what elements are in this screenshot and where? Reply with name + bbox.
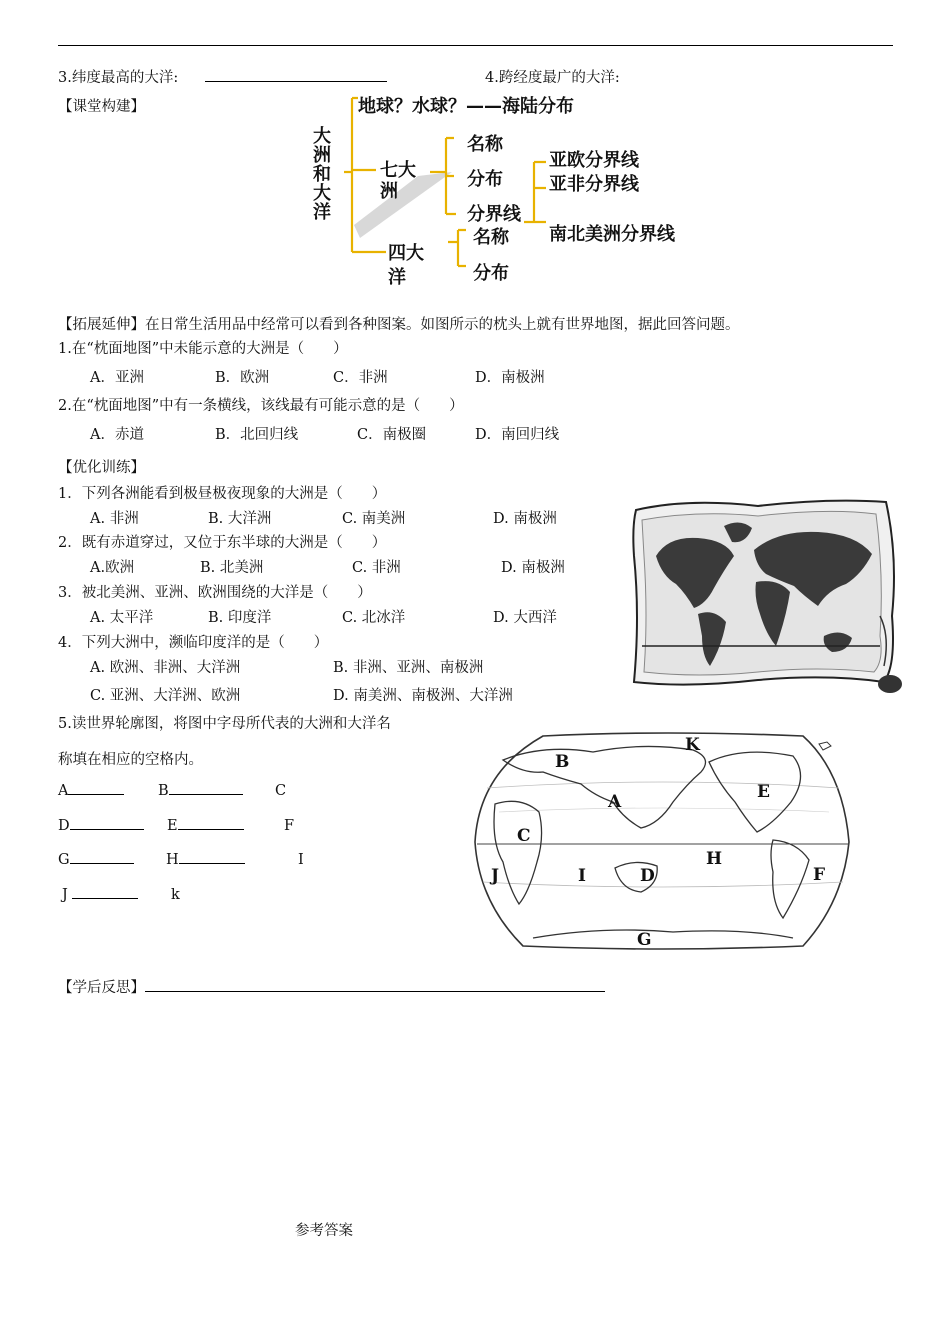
section-header-ketang: 【课堂构建】: [58, 99, 145, 115]
tuozhan-q2-opt-c[interactable]: C．南极圈: [357, 427, 427, 443]
blank-c: C: [275, 783, 287, 799]
question-3: 3.纬度最高的大洋:: [58, 66, 387, 87]
map-label-k: K: [685, 735, 700, 755]
tree-seven-boundary: 分界线: [467, 204, 521, 225]
question-4: 4.跨经度最广的大洋:: [485, 70, 620, 86]
youhua-q1-opt-a[interactable]: A. 非洲: [90, 511, 139, 527]
blank-g: G: [58, 852, 134, 868]
tuozhan-intro: 在日常生活用品中经常可以看到各种图案。如图所示的枕头上就有世界地图，据此回答问题。: [145, 317, 740, 333]
blank-b-field[interactable]: [169, 794, 243, 795]
tuozhan-q1-opt-b[interactable]: B．欧洲: [215, 370, 270, 386]
tree-boundary-eurasia: 亚欧分界线: [549, 150, 639, 171]
tuozhan-q2-opt-d[interactable]: D．南回归线: [475, 427, 560, 443]
blank-d-field[interactable]: [70, 829, 144, 830]
youhua-q4: 4．下列大洲中，濒临印度洋的是（ ）: [58, 635, 329, 651]
top-rule: [58, 45, 893, 46]
section-header-tuozhan: 【拓展延伸】: [58, 317, 145, 333]
youhua-q3-opt-c[interactable]: C. 北冰洋: [342, 610, 406, 626]
map-label-g: G: [637, 930, 652, 950]
blank-d: D: [58, 818, 144, 834]
blank-a: A: [58, 783, 124, 799]
tree-four-name: 名称: [473, 227, 509, 248]
answer-title: 参考答案: [295, 1223, 353, 1239]
tuozhan-q1-opt-c[interactable]: C．非洲: [333, 370, 388, 386]
youhua-q4-opt-d[interactable]: D. 南美洲、南极洲、大洋洲: [333, 688, 513, 704]
blank-a-field[interactable]: [68, 794, 124, 795]
blank-j: J: [62, 887, 138, 903]
tree-root: 大洲和大洋: [310, 126, 331, 221]
tree-seven-name: 名称: [467, 134, 503, 155]
tuozhan-q1: 1.在“枕面地图”中未能示意的大洲是（ ）: [58, 341, 348, 357]
map-label-h: H: [706, 849, 723, 869]
map-label-i: I: [578, 866, 586, 886]
youhua-q3-opt-a[interactable]: A. 太平洋: [90, 610, 154, 626]
tree-seven-distribution: 分布: [467, 169, 503, 190]
blank-g-field[interactable]: [70, 863, 134, 864]
tree-four-distribution: 分布: [473, 263, 509, 284]
world-outline-map: [473, 732, 853, 950]
youhua-q1: 1．下列各洲能看到极昼极夜现象的大洲是（ ）: [58, 486, 387, 502]
youhua-q2: 2．既有赤道穿过，又位于东半球的大洲是（ ）: [58, 535, 387, 551]
blank-e: E: [167, 818, 244, 834]
blank-h: H: [166, 852, 245, 868]
tuozhan-q1-opt-a[interactable]: A．亚洲: [90, 370, 144, 386]
map-label-j: J: [491, 866, 500, 886]
youhua-q2-opt-d[interactable]: D. 南极洲: [501, 560, 565, 576]
map-label-b: B: [555, 752, 570, 772]
youhua-q2-opt-a[interactable]: A.欧洲: [90, 560, 135, 576]
map-label-c: C: [517, 826, 531, 846]
youhua-q1-opt-d[interactable]: D. 南极洲: [493, 511, 557, 527]
tuozhan-q2-opt-b[interactable]: B．北回归线: [215, 427, 299, 443]
pillow-world-map-image: [628, 496, 906, 700]
youhua-q4-opt-b[interactable]: B. 非洲、亚洲、南极洲: [333, 660, 484, 676]
map-label-d: D: [640, 866, 655, 886]
youhua-q4-opt-a[interactable]: A. 欧洲、非洲、大洋洲: [90, 660, 241, 676]
boundary-bracket: [520, 150, 550, 240]
youhua-q1-opt-c[interactable]: C. 南美洲: [342, 511, 406, 527]
youhua-q5-line2: 称填在相应的空格内。: [58, 752, 203, 768]
fansi-row: [58, 976, 605, 997]
youhua-q2-opt-b[interactable]: B. 北美洲: [200, 560, 264, 576]
tuozhan-q2: 2.在“枕面地图”中有一条横线，该线最有可能示意的是（ ）: [58, 398, 464, 414]
section-header-fansi: 【学后反思】: [58, 980, 145, 996]
reflection-blank[interactable]: [145, 991, 605, 992]
map-label-a: A: [608, 792, 622, 812]
blank-b: B: [158, 783, 243, 799]
answer-blank[interactable]: [205, 81, 387, 82]
tree-boundary-asia-africa: 亚非分界线: [549, 174, 639, 195]
tree-branch-top: 地球？水球？——海陆分布: [358, 96, 574, 117]
youhua-q3-opt-d[interactable]: D. 大西洋: [493, 610, 557, 626]
map-label-f: F: [813, 865, 826, 885]
tree-four-oceans: 四大洋: [388, 243, 424, 288]
tree-seven-continents: 七大洲: [380, 160, 416, 202]
youhua-q1-opt-b[interactable]: B. 大洋洲: [208, 511, 272, 527]
youhua-q3: 3．被北美洲、亚洲、欧洲围绕的大洋是（ ）: [58, 585, 372, 601]
blank-e-field[interactable]: [178, 829, 244, 830]
youhua-q4-opt-c[interactable]: C. 亚洲、大洋洲、欧洲: [90, 688, 241, 704]
blank-i: I: [298, 852, 304, 868]
section-header-youhua: 【优化训练】: [58, 460, 145, 476]
blank-j-field[interactable]: [72, 898, 138, 899]
tuozhan-q2-opt-a[interactable]: A．赤道: [90, 427, 144, 443]
youhua-q5-line1: 5.读世界轮廓图，将图中字母所代表的大洲和大洋名: [58, 716, 391, 732]
map-label-e: E: [757, 782, 770, 802]
blank-h-field[interactable]: [179, 863, 245, 864]
tuozhan-q1-opt-d[interactable]: D．南极洲: [475, 370, 545, 386]
tuozhan-paragraph: [58, 313, 740, 334]
tree-boundary-americas: 南北美洲分界线: [549, 224, 675, 245]
blank-f: F: [284, 818, 295, 834]
youhua-q2-opt-c[interactable]: C. 非洲: [352, 560, 401, 576]
youhua-q3-opt-b[interactable]: B. 印度洋: [208, 610, 272, 626]
blank-k: k: [171, 887, 180, 903]
